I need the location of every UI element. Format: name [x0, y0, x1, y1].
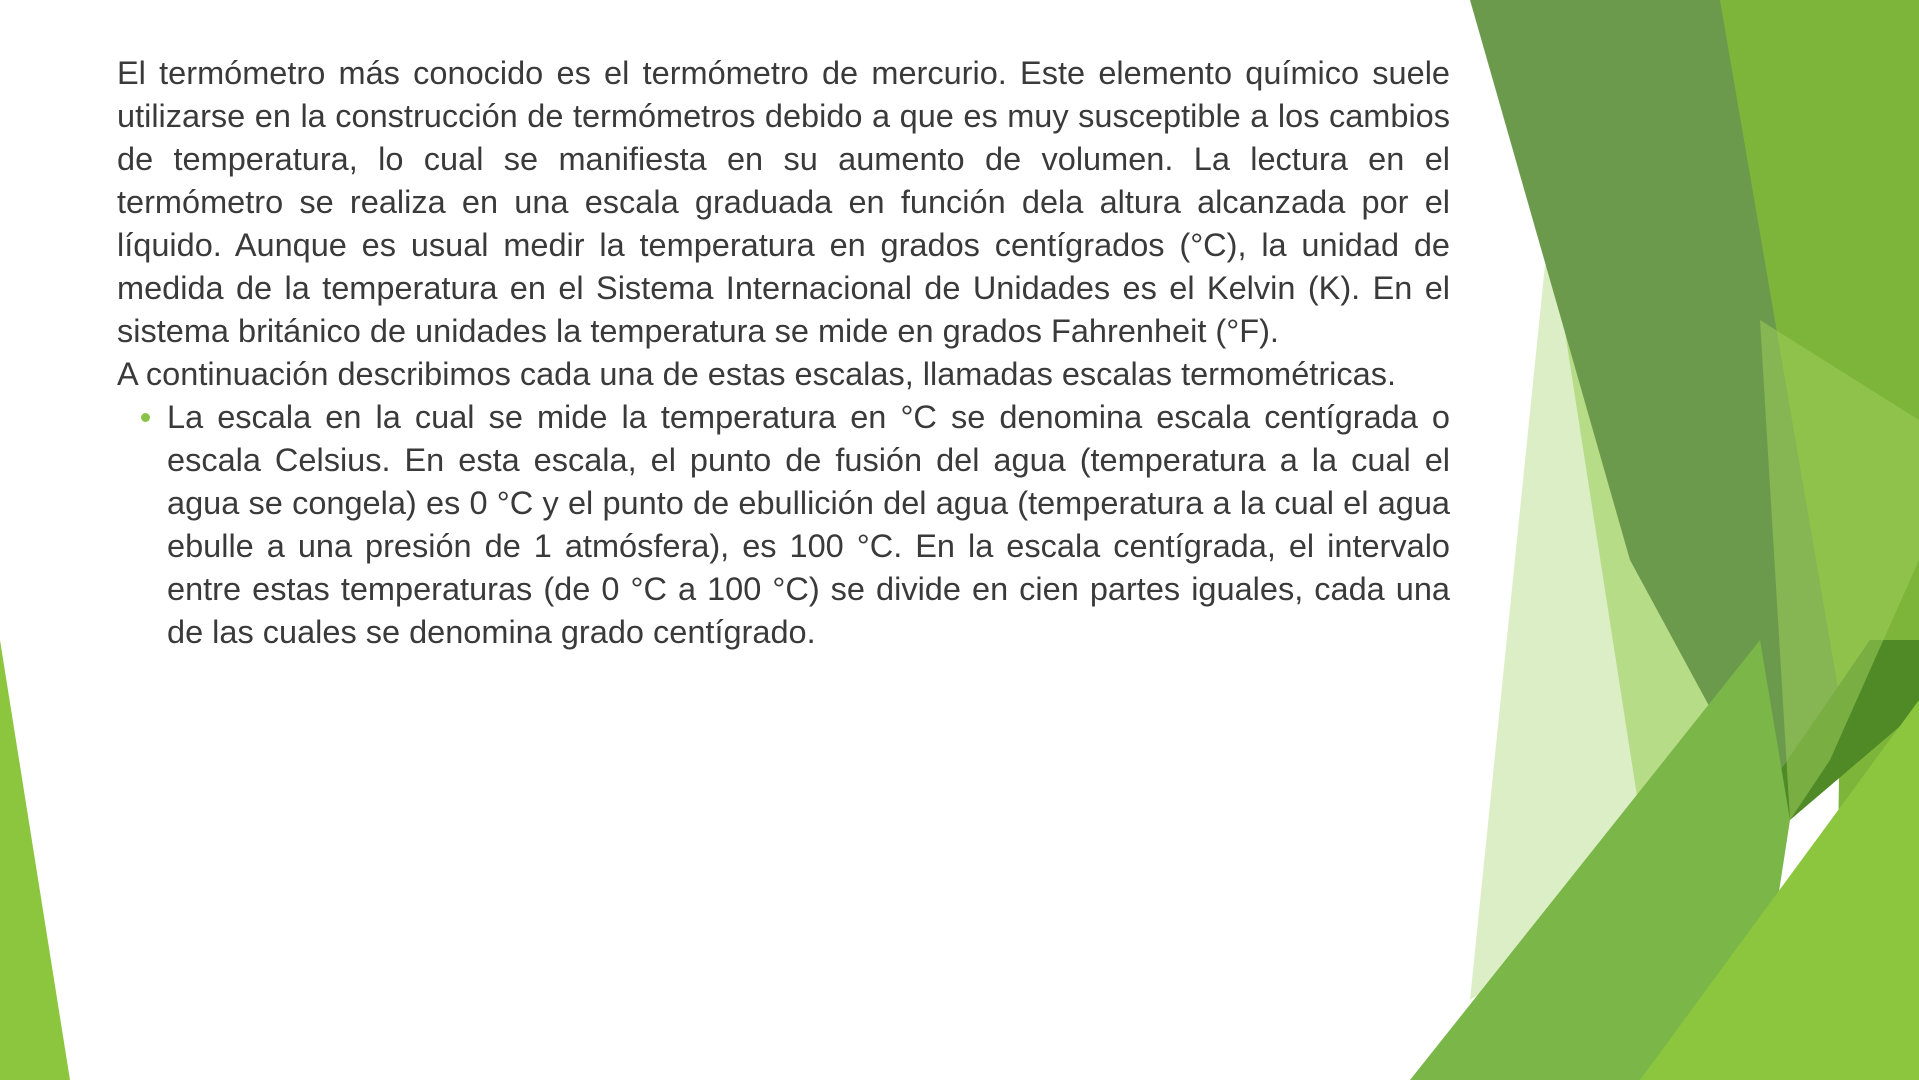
left-green-sliver: [0, 640, 70, 1080]
paragraph-intro: El termómetro más conocido es el termómetro de mercurio. Este elemento químico suele utilizarse en la construcción de termómetros debido a que es muy susceptible a los cambios de temperatura, lo cual se manifiesta en su aumento de volumen. La lectura en el termómetro se realiza en una escala graduada en función dela altura alcanzada por el líquido. Aunque es usual medir la temperatura en grados centígrados (°C), la unidad de medida de la temperatura en el Sistema Internacional de Unidades es el Kelvin (K). En el sistema británico de unidades la temperatura se mide en grados Fahrenheit (°F).: [117, 55, 1450, 349]
bullet-item-celsius: [167, 396, 1450, 654]
slide-content: [117, 52, 1450, 654]
paragraph-scales: A continuación describimos cada una de estas escalas, llamadas escalas termométricas.: [117, 356, 1396, 392]
bullet-list: [117, 396, 1450, 654]
bullet-text: La escala en la cual se mide la temperatura en °C se denomina escala centígrada o escala Celsius. En esta escala, el punto de fusión del agua (temperatura a la cual el agua se congela) es 0 °C y el punto de ebullición del agua (temperatura a la cual el agua ebulle a una presión de 1 atmósfera), es 100 °C. En la escala centígrada, el intervalo entre estas temperaturas (de 0 °C a 100 °C) se divide en cien partes iguales, cada una de las cuales se denomina grado centígrado.: [167, 399, 1450, 650]
bullet-dot-icon: [141, 413, 150, 422]
